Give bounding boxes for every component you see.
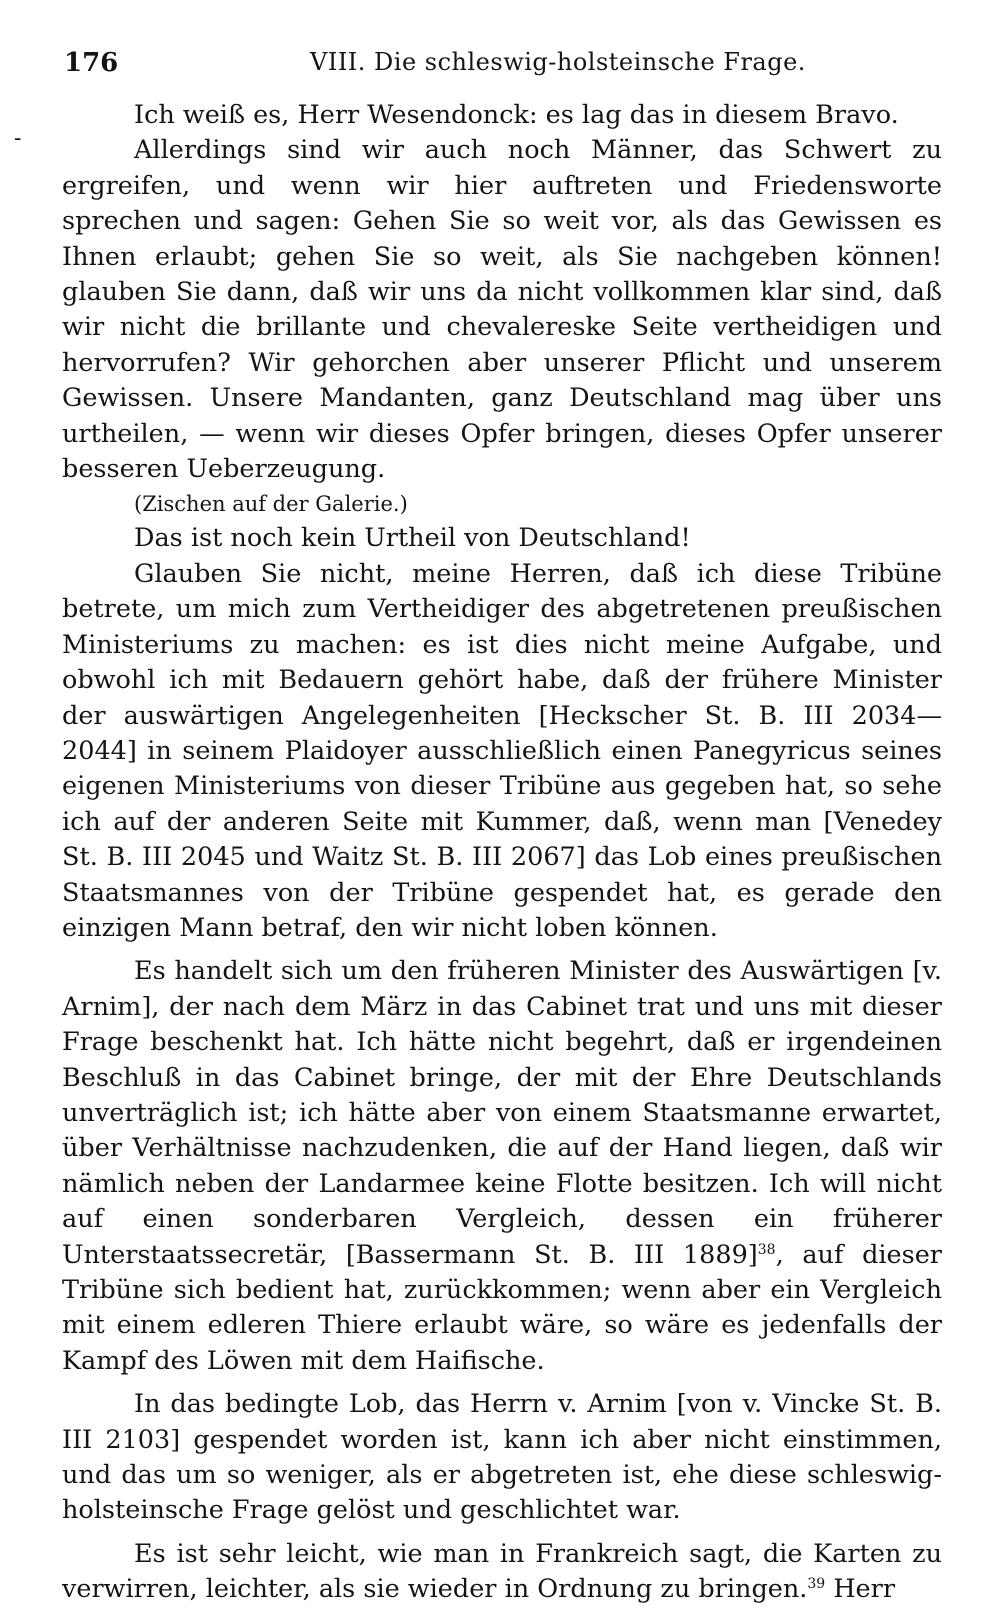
paragraph-6-text-after: , auf dieser Tribüne sich bedient hat, zurückkommen; wenn aber ein Vergleich mit einem edleren Thiere erlaubt wäre, so wäre es jedenfalls der Kampf des Löwen mit dem Haifische. — [62, 1239, 943, 1376]
paragraph-6-text: Es handelt sich um den früheren Minister des Auswärtigen [v. Arnim], der nach dem März in das Cabinet trat und uns mit dieser Frage beschenkt hat. Ich hätte nicht begehrt, daß er irgendeinen Beschluß in das Cabinet bringe, der mit der Ehre Deutschlands unverträglich ist; ich hätte aber von einem Staatsmanne erwartet, über Verhältnisse nachzudenken, die auf der Hand liegen, daß wir nämlich neben der Landarmee keine Flotte besitzen. Ich will nicht auf einen sonderbaren Vergleich, dessen ein früherer Unterstaatssecretär, [Bassermann St. B. III 1889] — [62, 956, 942, 1270]
paragraph-5: Glauben Sie nicht, meine Herren, daß ich diese Tribüne betrete, um mich zum Vertheidiger des abgetretenen preußischen Ministeriums zu machen: es ist dies nicht meine Aufgabe, und obwohl ich mit Bedauern gehört habe, daß der frühere Minister der auswärtigen Angelegenheiten [Heckscher St. B. III 2034—2044] in seinem Plaidoyer ausschließlich einen Panegyricus seines eigenen Ministeriums von dieser Tribüne aus gegeben hat, so sehe ich auf der anderen Seite mit Kummer, daß, wenn man [Venedey St. B. III 2045 und Waitz St. B. III 2067] das Lob eines preußischen Staatsmannes von der Tribüne gespendet hat, es gerade den einzigen Mann betraf, den wir nicht loben können. — [62, 558, 942, 943]
paragraph-2: Allerdings sind wir auch noch Männer, das Schwert zu ergreifen, und wenn wir hier auftreten und Friedensworte sprechen und sagen: Gehen Sie so weit vor, als das Gewissen es Ihnen erlaubt; gehen Sie so weit, als Sie nachgeben können! glauben Sie dann, daß wir uns da nicht vollkommen klar sind, daß wir nicht die brillante und chevalereske Seite vertheidigen und hervorrufen? Wir gehorchen aber unserer Pflicht und unserem Gewissen. Unsere Mandanten, ganz Deutschland mag über uns urtheilen, — wenn wir dieses Opfer bringen, dieses Opfer unserer besseren Ueberzeugung. — [62, 135, 942, 485]
margin-mark: - — [14, 126, 22, 151]
page-number: 176 — [64, 48, 119, 78]
running-head — [62, 40, 942, 84]
paragraph-7: In das bedingte Lob, das Herrn v. Arnim [von v. Vincke St. B. III 2103] gespendet worden ist, kann ich aber nicht einstimmen, und das um so weniger, als er abgetreten ist, ehe diese schleswig-holsteinsche Frage gelöst und geschlichtet war. — [62, 1389, 942, 1526]
book-page — [14, 40, 943, 1608]
stage-direction: (Zischen auf der Galerie.) — [134, 492, 408, 517]
paragraph-8-text: Es ist sehr leicht, wie man in Frankreich sagt, die Karten zu verwirren, leichter, als sie wieder in Ordnung zu bringen. — [62, 1538, 942, 1605]
footnote-ref-39: 39 — [807, 1576, 826, 1593]
paragraph-6 — [62, 954, 942, 1379]
body-text — [62, 98, 942, 1608]
paragraph-1: Ich weiß es, Herr Wesendonck: es lag das in diesem Bravo. — [134, 100, 899, 130]
paragraph-8 — [62, 1537, 942, 1608]
footnote-ref-38: 38 — [757, 1241, 776, 1258]
paragraph-8-text-after: Herr — [825, 1574, 896, 1605]
paragraph-4: Das ist noch kein Urtheil von Deutschland! — [134, 523, 691, 554]
chapter-title: VIII. Die schleswig-holsteinsche Frage. — [310, 48, 806, 76]
